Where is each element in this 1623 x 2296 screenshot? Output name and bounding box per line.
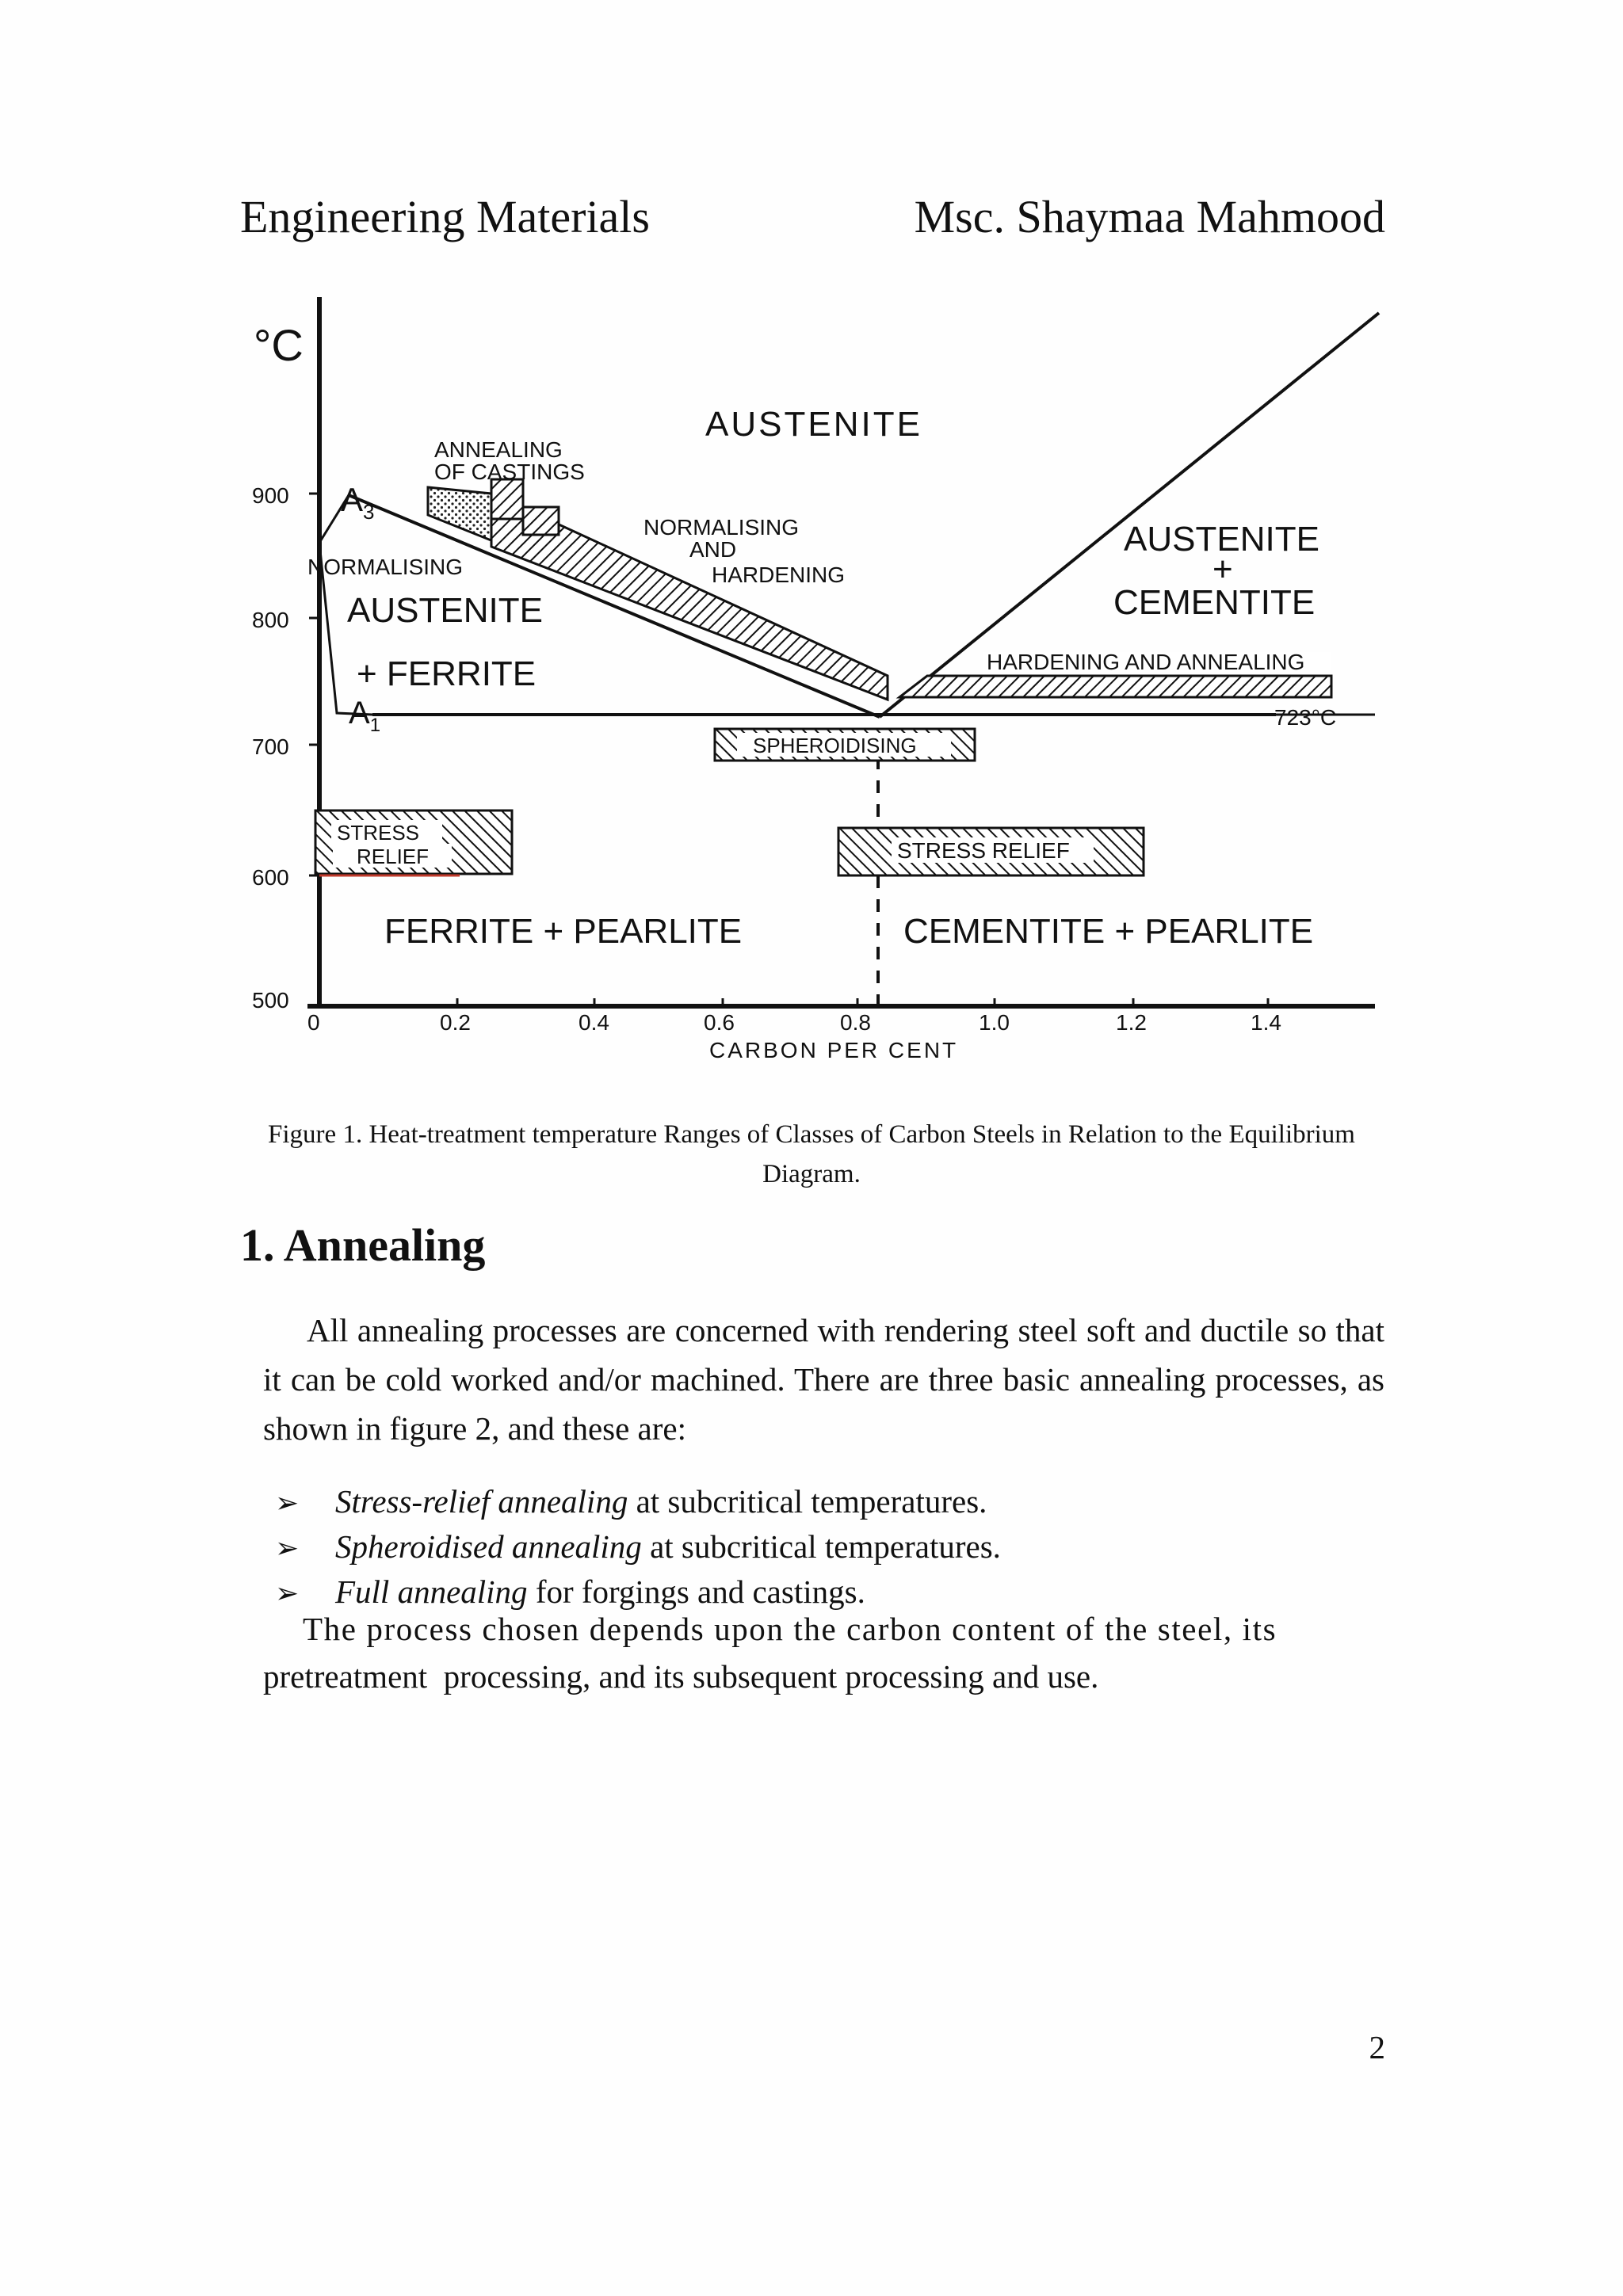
phase-austenite-ferrite: + FERRITE — [357, 654, 537, 693]
phase-austenite-cementite: AUSTENITE — [1124, 520, 1319, 559]
process-term: Spheroidised annealing — [335, 1528, 642, 1565]
y-axis-unit: °C — [254, 320, 304, 370]
arrow-bullet-icon: ➢ — [275, 1577, 300, 1610]
process-detail: for forgings and castings. — [527, 1573, 865, 1610]
phase-austenite-cementite: CEMENTITE — [1113, 583, 1316, 622]
stress-relief-label: RELIEF — [357, 845, 430, 868]
x-tick-label: 0.2 — [440, 1010, 471, 1035]
process-term: Stress-relief annealing — [335, 1483, 628, 1520]
normalising-hardening-label: NORMALISING — [643, 515, 800, 540]
x-tick-label: 1.2 — [1116, 1010, 1147, 1035]
phase-ferrite-pearlite: FERRITE + PEARLITE — [384, 912, 743, 951]
normalising-label: NORMALISING — [307, 555, 464, 579]
list-item — [275, 1480, 1001, 1525]
stress-relief-label: STRESS — [337, 821, 420, 845]
spheroidising-label: SPHEROIDISING — [753, 734, 917, 757]
x-tick-label: 1.0 — [979, 1010, 1010, 1035]
phase-austenite-ferrite: AUSTENITE — [347, 591, 543, 630]
annealing-castings-label: OF CASTINGS — [434, 460, 585, 484]
header-author: Msc. Shaymaa Mahmood — [914, 191, 1385, 242]
x-tick-label: 0.8 — [840, 1010, 871, 1035]
annealing-castings-step — [523, 507, 559, 535]
process-detail: at subcritical temperatures. — [641, 1528, 1001, 1565]
eutectoid-temperature-label: 723°C — [1274, 705, 1337, 730]
y-tick-label: 900 — [252, 483, 289, 508]
process-term: Full annealing — [335, 1573, 528, 1610]
y-tick-label: 700 — [252, 734, 289, 759]
hardening-annealing-label: HARDENING AND ANNEALING — [987, 650, 1305, 674]
heat-treatment-diagram — [230, 281, 1403, 1077]
closing-paragraph-line: pretreatment processing, and its subsequent processing and use. — [263, 1658, 1099, 1695]
normalising-hardening-label: AND — [689, 537, 737, 562]
phase-austenite-cementite: + — [1212, 550, 1233, 589]
page-number: 2 — [1369, 2029, 1385, 2065]
stress-relief-label: STRESS RELIEF — [897, 838, 1070, 863]
y-tick-label: 500 — [252, 988, 289, 1013]
a3-label: $A_3$ — [341, 481, 375, 524]
intro-paragraph: All annealing processes are concerned with rendering steel soft and ductile so that it can be cold worked and/or machined. There are three basic annealing processes, as shown in figure 2, and these are: — [263, 1312, 1384, 1447]
header-course-title: Engineering Materials — [240, 191, 650, 242]
x-axis-label: CARBON PER CENT — [709, 1038, 959, 1062]
annealing-castings-block — [491, 479, 523, 519]
y-tick-label: 600 — [252, 865, 289, 890]
list-item — [275, 1525, 1001, 1570]
arrow-bullet-icon: ➢ — [275, 1487, 300, 1520]
normalising-hardening-label: HARDENING — [712, 563, 846, 587]
a1-label: $A_1$ — [349, 696, 381, 736]
phase-austenite: AUSTENITE — [705, 405, 922, 444]
x-tick-label: 0.4 — [579, 1010, 609, 1035]
annealing-process-list — [275, 1480, 1001, 1615]
x-tick-label: 0.6 — [704, 1010, 735, 1035]
section-heading: 1. Annealing — [240, 1219, 486, 1271]
x-tick-label: 1.4 — [1251, 1010, 1281, 1035]
figure-caption: Figure 1. Heat-treatment temperature Ranges of Classes of Carbon Steels in Relation to the Equilibrium Diagram. — [268, 1120, 1355, 1188]
closing-paragraph-line: The process chosen depends upon the carbon content of the steel, its — [303, 1611, 1277, 1647]
hardening-annealing-band — [899, 676, 1331, 697]
annealing-castings-label: ANNEALING — [434, 437, 563, 462]
process-detail: at subcritical temperatures. — [628, 1483, 987, 1520]
x-tick-label: 0 — [307, 1010, 320, 1035]
phase-cementite-pearlite: CEMENTITE + PEARLITE — [903, 912, 1314, 951]
arrow-bullet-icon: ➢ — [275, 1532, 300, 1565]
closing-paragraph — [263, 1605, 1384, 1700]
y-tick-label: 800 — [252, 608, 289, 632]
